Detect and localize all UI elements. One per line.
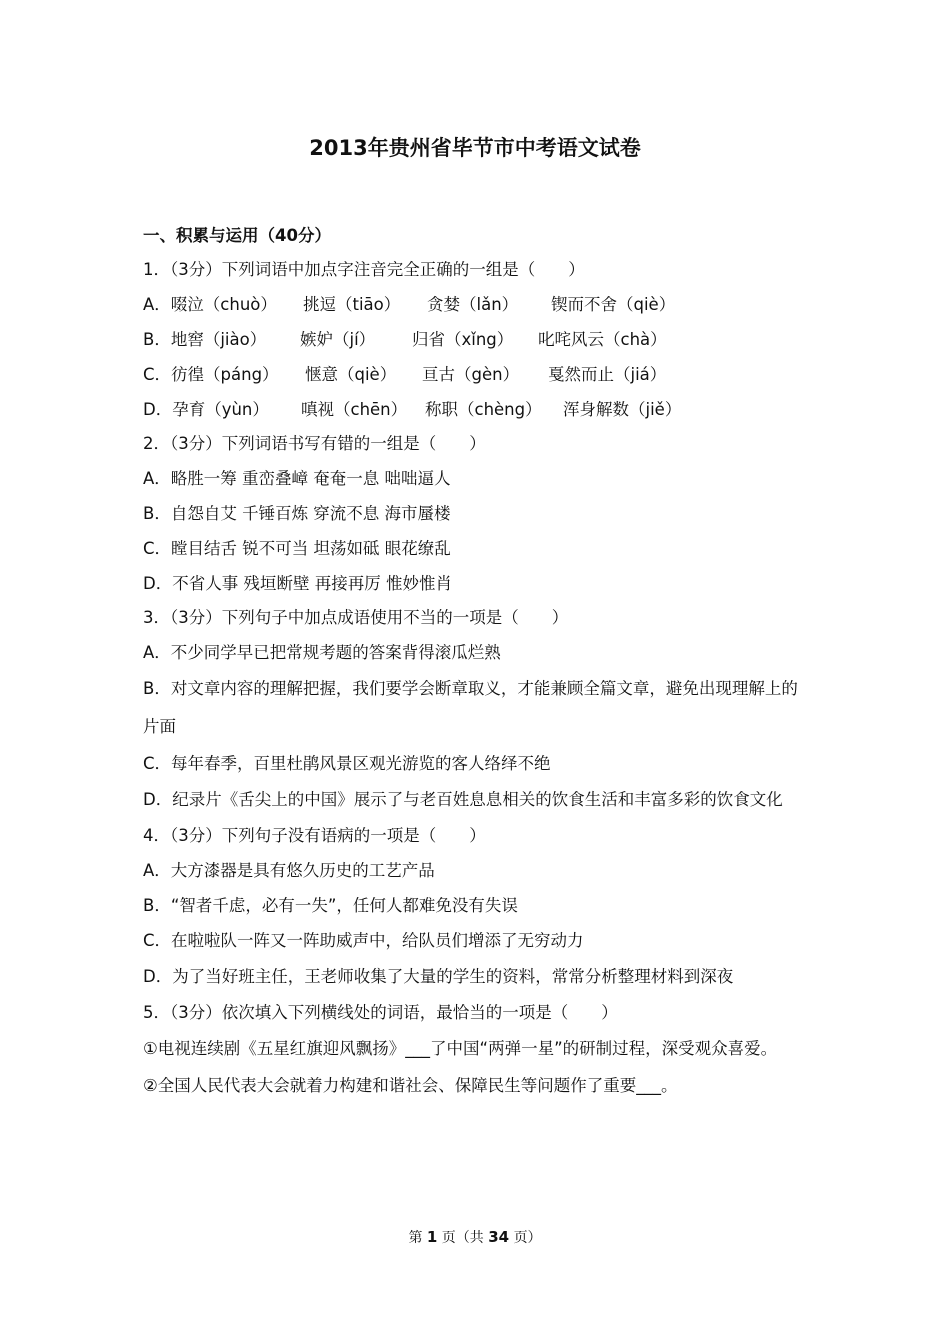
page-title: 2013年贵州省毕节市中考语文试卷 bbox=[309, 136, 641, 160]
question-4-option-a: A．大方漆器是具有悠久历史的工艺产品 bbox=[143, 861, 435, 880]
option-word: 称职（chèng） bbox=[425, 400, 542, 419]
footer-text: 第 bbox=[408, 1230, 423, 1246]
question-4-option-b: B．“智者千虑，必有一失”，任何人都难免没有失误 bbox=[143, 896, 518, 915]
question-2-stem: 2．（3分）下列词语书写有错的一组是（ ） bbox=[143, 434, 486, 453]
section-heading: 一、积累与运用（40分） bbox=[143, 226, 331, 245]
option-word: 贪婪（lǎn） bbox=[427, 295, 519, 314]
option-word: 亘古（gèn） bbox=[422, 365, 520, 384]
option-word: 叱咤风云（chà） bbox=[538, 330, 667, 349]
question-3-stem: 3．（3分）下列句子中加点成语使用不当的一项是（ ） bbox=[143, 608, 569, 627]
option-word: 嫉妒（jí） bbox=[300, 330, 376, 349]
question-1-option-b bbox=[143, 322, 813, 357]
option-word: 戛然而止（jiá） bbox=[548, 365, 667, 384]
question-2-option-b: B．自怨自艾 千锤百炼 穿流不息 海市蜃楼 bbox=[143, 504, 451, 523]
option-word: 惬意（qiè） bbox=[305, 365, 397, 384]
question-2-option-c: C．瞠目结舌 锐不可当 坦荡如砥 眼花缭乱 bbox=[143, 539, 451, 558]
option-word: 浑身解数（jiě） bbox=[563, 400, 682, 419]
question-1-option-c bbox=[143, 357, 813, 392]
page-total: 34 bbox=[488, 1228, 510, 1246]
question-5-stem: 5．（3分）依次填入下列横线处的词语，最恰当的一项是（ ） bbox=[143, 1003, 618, 1022]
option-word: 锲而不舍（qiè） bbox=[551, 295, 676, 314]
document-body bbox=[143, 219, 813, 1103]
option-word: A．啜泣（chuò） bbox=[143, 295, 277, 314]
question-4-option-d: D．为了当好班主任，王老师收集了大量的学生的资料，常常分析整理材料到深夜 bbox=[143, 967, 734, 986]
option-word: 挑逗（tiāo） bbox=[303, 295, 401, 314]
page-footer bbox=[0, 1225, 950, 1250]
question-3-option-a: A．不少同学早已把常规考题的答案背得滚瓜烂熟 bbox=[143, 643, 501, 662]
page-number: 1 bbox=[426, 1228, 438, 1246]
question-3-option-c: C．每年春季，百里杜鹃风景区观光游览的客人络绎不绝 bbox=[143, 754, 551, 773]
question-5-sentence-2: ②全国人民代表大会就着力构建和谐社会、保障民生等问题作了重要___。 bbox=[143, 1076, 678, 1095]
option-word: D．孕育（yùn） bbox=[143, 400, 269, 419]
question-2-option-a: A．略胜一筹 重峦叠嶂 奄奄一息 咄咄逼人 bbox=[143, 469, 451, 488]
question-3-option-d: D．纪录片《舌尖上的中国》展示了与老百姓息息相关的饮食生活和丰富多彩的饮食文化 bbox=[143, 790, 783, 809]
question-4-option-c: C．在啦啦队一阵又一阵助威声中，给队员们增添了无穷动力 bbox=[143, 931, 584, 950]
option-word: 归省（xǐng） bbox=[412, 330, 514, 349]
question-4-stem: 4．（3分）下列句子没有语病的一项是（ ） bbox=[143, 826, 486, 845]
question-5-sentence-1: ①电视连续剧《五星红旗迎风飘扬》___了中国“两弹一星”的研制过程，深受观众喜爱。 bbox=[143, 1039, 778, 1058]
option-word: C．彷徨（páng） bbox=[143, 365, 279, 384]
question-3-option-b: B．对文章内容的理解把握，我们要学会断章取义，才能兼顾全篇文章，避免出现理解上的片面 bbox=[143, 679, 798, 736]
question-1-option-a bbox=[143, 287, 813, 322]
question-1-option-d bbox=[143, 392, 813, 427]
option-word: 嗔视（chēn） bbox=[301, 400, 408, 419]
footer-text: 页） bbox=[513, 1230, 542, 1246]
footer-text: 页（共 bbox=[441, 1230, 484, 1246]
question-1-stem: 1．（3分）下列词语中加点字注音完全正确的一组是（ ） bbox=[143, 260, 585, 279]
option-word: B．地窖（jiào） bbox=[143, 330, 267, 349]
question-2-option-d: D．不省人事 残垣断壁 再接再厉 惟妙惟肖 bbox=[143, 574, 452, 593]
